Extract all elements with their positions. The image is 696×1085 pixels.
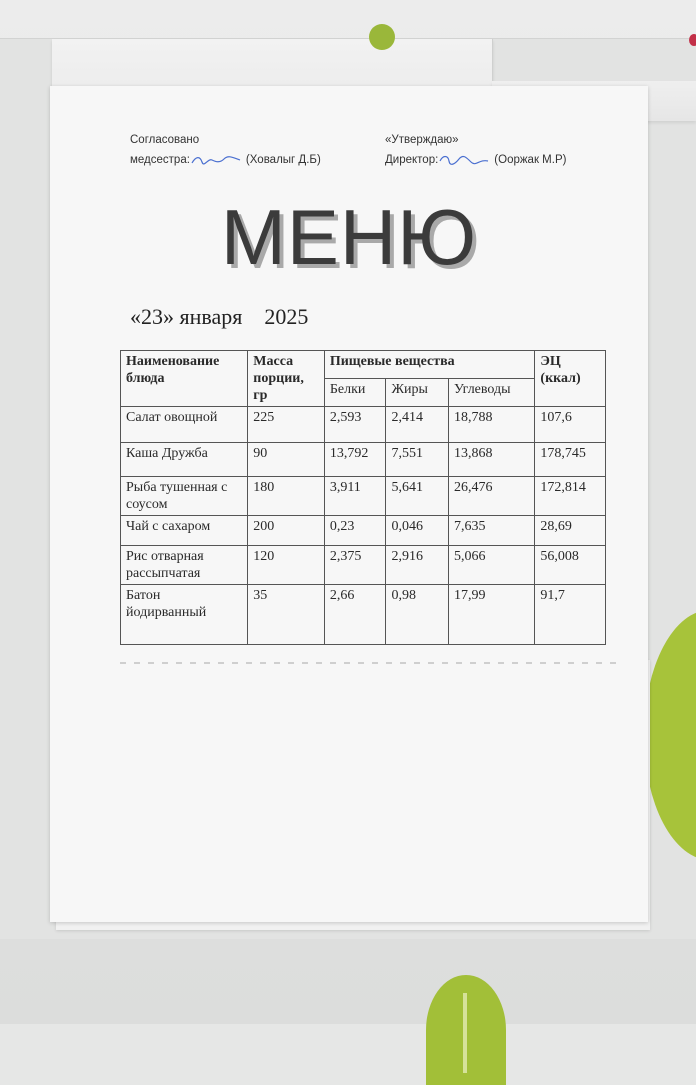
dish-name: Рыба тушенная с соусом: [121, 477, 248, 516]
director-name: (Ооржак М.Р): [494, 154, 567, 167]
nurse-approval: [130, 154, 321, 166]
director-role: Директор:: [385, 154, 439, 167]
dish-energy: 28,69: [535, 516, 606, 546]
menu-date: «23» января 2025: [130, 304, 309, 329]
signature-mark-icon: [190, 154, 242, 166]
confirm-heading: «Утверждаю»: [385, 134, 459, 146]
nurse-name: (Ховалыг Д.Б): [245, 154, 321, 167]
dish-carbs: 13,868: [448, 443, 534, 477]
menu-table: [120, 350, 606, 645]
dish-protein: 2,66: [324, 585, 386, 645]
dish-protein: 2,593: [324, 407, 386, 443]
dish-carbs: 7,635: [448, 516, 534, 546]
header-protein: Белки: [324, 379, 386, 407]
header-energy: ЭЦ (ккал): [535, 351, 606, 407]
dish-mass: 200: [248, 516, 325, 546]
dish-mass: 120: [248, 546, 325, 585]
table-row: [121, 546, 606, 585]
dish-energy: 178,745: [535, 443, 606, 477]
header-fat: Жиры: [386, 379, 449, 407]
table-row: [121, 477, 606, 516]
approvals-block: [130, 134, 630, 174]
dish-fat: 0,98: [386, 585, 449, 645]
dish-mass: 35: [248, 585, 325, 645]
table-header-row: [121, 351, 606, 379]
dish-carbs: 18,788: [448, 407, 534, 443]
table-row: [121, 407, 606, 443]
dish-fat: 2,414: [386, 407, 449, 443]
green-leaf-bottom-decoration: [426, 975, 506, 1085]
dish-carbs: 26,476: [448, 477, 534, 516]
table-row: [121, 443, 606, 477]
dish-energy: 56,008: [535, 546, 606, 585]
nurse-role: медсестра:: [130, 154, 190, 167]
dish-mass: 225: [248, 407, 325, 443]
dish-fat: 2,916: [386, 546, 449, 585]
dish-protein: 13,792: [324, 443, 386, 477]
red-dot-decoration: [689, 34, 696, 46]
dish-carbs: 5,066: [448, 546, 534, 585]
signature-mark-icon: [438, 154, 490, 166]
approved-heading: Согласовано: [130, 134, 200, 146]
dish-protein: 0,23: [324, 516, 386, 546]
dish-name: Чай с сахаром: [121, 516, 248, 546]
header-dish: Наименование блюда: [121, 351, 248, 407]
dish-name: Рис отварная рассыпчатая: [121, 546, 248, 585]
dish-carbs: 17,99: [448, 585, 534, 645]
dish-energy: 107,6: [535, 407, 606, 443]
dish-name: Салат овощной: [121, 407, 248, 443]
dish-fat: 5,641: [386, 477, 449, 516]
menu-sheet: [50, 86, 648, 922]
header-mass: Масса порции, гр: [248, 351, 325, 407]
dish-fat: 0,046: [386, 516, 449, 546]
dish-energy: 172,814: [535, 477, 606, 516]
table-row: [121, 585, 606, 645]
dish-protein: 3,911: [324, 477, 386, 516]
dish-mass: 90: [248, 443, 325, 477]
header-nutrients: Пищевые вещества: [324, 351, 535, 379]
dish-fat: 7,551: [386, 443, 449, 477]
dish-energy: 91,7: [535, 585, 606, 645]
faint-dotted-line: [120, 662, 620, 664]
dish-protein: 2,375: [324, 546, 386, 585]
dish-name: Каша Дружба: [121, 443, 248, 477]
dish-name: Батон йодирванный: [121, 585, 248, 645]
push-pin-icon: [369, 24, 395, 50]
header-carbs: Углеводы: [448, 379, 534, 407]
dish-mass: 180: [248, 477, 325, 516]
table-row: [121, 516, 606, 546]
director-approval: [385, 154, 566, 166]
page-title: МЕНЮ: [220, 193, 478, 281]
